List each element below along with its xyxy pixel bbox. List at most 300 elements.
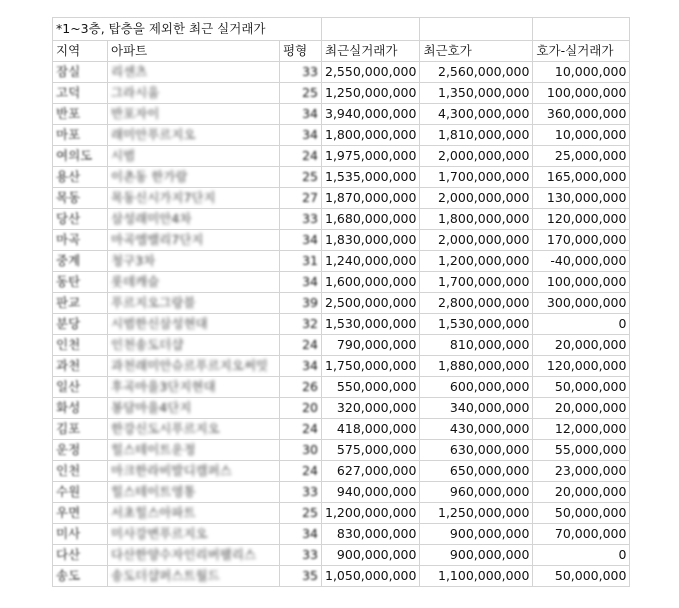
region-cell[interactable] (53, 230, 108, 251)
apartment-cell-text: 송도더샵퍼스트월드 (111, 568, 220, 583)
diff-cell-text: 55,000,000 (554, 442, 627, 457)
diff-cell[interactable] (533, 83, 630, 104)
recent-price-cell-text: 1,535,000,000 (325, 169, 417, 184)
pyeong-cell[interactable] (280, 314, 322, 335)
pyeong-cell[interactable] (280, 440, 322, 461)
pyeong-cell[interactable] (280, 566, 322, 587)
region-cell[interactable] (53, 503, 108, 524)
recent-price-cell[interactable] (322, 335, 420, 356)
recent-ask-cell-text: 1,100,000,000 (438, 568, 530, 583)
pyeong-cell[interactable] (280, 461, 322, 482)
region-cell-text: 화성 (56, 400, 81, 415)
recent-price-cell[interactable] (322, 146, 420, 167)
pyeong-cell-text: 35 (302, 568, 318, 583)
region-cell-text: 미사 (56, 526, 81, 541)
region-cell[interactable] (53, 83, 108, 104)
apartment-cell-text: 한강신도시푸르지오 (111, 421, 220, 436)
apartment-cell-text: 다산한양수자인리버팰리스 (111, 547, 256, 562)
recent-price-cell-text: 940,000,000 (336, 484, 417, 499)
apartment-cell-text: 리센츠 (111, 64, 148, 79)
recent-price-cell-text: 2,500,000,000 (325, 295, 417, 310)
region-cell[interactable] (53, 482, 108, 503)
apartment-cell[interactable] (108, 125, 280, 146)
recent-price-cell[interactable] (322, 167, 420, 188)
table-row (53, 230, 630, 251)
recent-ask-cell[interactable] (420, 440, 533, 461)
pyeong-cell[interactable] (280, 335, 322, 356)
recent-price-cell-text: 1,750,000,000 (325, 358, 417, 373)
apartment-cell-text: 마크한라비발디캠퍼스 (111, 463, 232, 478)
header-diff[interactable]: 호가-실거래가 (533, 41, 630, 62)
pyeong-cell[interactable] (280, 272, 322, 293)
diff-cell-text: 20,000,000 (554, 400, 627, 415)
diff-cell-text: 360,000,000 (546, 106, 627, 121)
recent-ask-cell-text: 900,000,000 (449, 547, 530, 562)
recent-ask-cell[interactable] (420, 188, 533, 209)
diff-cell[interactable] (533, 545, 630, 566)
recent-price-cell-text: 790,000,000 (336, 337, 417, 352)
region-cell-text: 인천 (56, 337, 81, 352)
empty-cell[interactable] (420, 18, 533, 41)
apartment-cell[interactable] (108, 209, 280, 230)
recent-ask-cell[interactable] (420, 293, 533, 314)
pyeong-cell[interactable] (280, 83, 322, 104)
diff-cell-text: 12,000,000 (554, 421, 627, 436)
diff-cell-text: 170,000,000 (546, 232, 627, 247)
diff-cell-text: -40,000,000 (550, 253, 627, 268)
diff-cell-text: 70,000,000 (554, 526, 627, 541)
diff-cell-text: 300,000,000 (546, 295, 627, 310)
diff-cell-text: 120,000,000 (546, 358, 627, 373)
diff-cell[interactable] (533, 104, 630, 125)
pyeong-cell[interactable] (280, 524, 322, 545)
apartment-cell-text: 이촌동 한가람 (111, 169, 188, 184)
region-cell-text: 다산 (56, 547, 81, 562)
recent-price-cell-text: 1,975,000,000 (325, 148, 417, 163)
region-cell-text: 운정 (56, 442, 81, 457)
apartment-cell-text: 마곡엠밸리7단지 (111, 232, 204, 247)
pyeong-cell[interactable] (280, 545, 322, 566)
recent-ask-cell[interactable] (420, 62, 533, 83)
pyeong-cell-text: 24 (302, 421, 318, 436)
pyeong-cell[interactable] (280, 167, 322, 188)
apartment-cell[interactable] (108, 524, 280, 545)
table-body (53, 18, 630, 587)
apartment-cell[interactable] (108, 398, 280, 419)
apartment-cell[interactable] (108, 566, 280, 587)
recent-price-cell[interactable] (322, 482, 420, 503)
region-cell-text: 동탄 (56, 274, 81, 289)
empty-cell[interactable] (322, 18, 420, 41)
region-cell[interactable] (53, 125, 108, 146)
diff-cell-text: 50,000,000 (554, 568, 627, 583)
recent-price-cell[interactable] (322, 314, 420, 335)
region-cell[interactable] (53, 440, 108, 461)
recent-price-cell-text: 627,000,000 (336, 463, 417, 478)
recent-ask-cell-text: 1,880,000,000 (438, 358, 530, 373)
recent-ask-cell[interactable] (420, 398, 533, 419)
pyeong-cell-text: 39 (302, 295, 318, 310)
pyeong-cell-text: 25 (302, 505, 318, 520)
pyeong-cell-text: 34 (302, 358, 318, 373)
recent-price-cell-text: 575,000,000 (336, 442, 417, 457)
apartment-cell[interactable] (108, 314, 280, 335)
region-cell[interactable] (53, 62, 108, 83)
pyeong-cell-text: 34 (302, 106, 318, 121)
region-cell-text: 분당 (56, 316, 81, 331)
spreadsheet (52, 17, 630, 587)
recent-price-cell-text: 320,000,000 (336, 400, 417, 415)
recent-price-cell-text: 418,000,000 (336, 421, 417, 436)
region-cell[interactable] (53, 524, 108, 545)
apartment-cell-text: 서초힐스아파트 (111, 505, 196, 520)
recent-price-cell-text: 1,050,000,000 (325, 568, 417, 583)
region-cell-text: 수원 (56, 484, 81, 499)
region-cell[interactable] (53, 251, 108, 272)
recent-ask-cell[interactable] (420, 104, 533, 125)
region-cell[interactable] (53, 188, 108, 209)
region-cell[interactable] (53, 377, 108, 398)
diff-cell-text: 10,000,000 (554, 64, 627, 79)
region-cell[interactable] (53, 167, 108, 188)
diff-cell[interactable] (533, 566, 630, 587)
header-region[interactable]: 지역 (53, 41, 108, 62)
region-cell-text: 잠실 (56, 64, 81, 79)
title-row (53, 18, 630, 41)
recent-ask-cell[interactable] (420, 272, 533, 293)
diff-cell[interactable] (533, 167, 630, 188)
recent-ask-cell[interactable] (420, 125, 533, 146)
table-row (53, 524, 630, 545)
diff-cell[interactable] (533, 398, 630, 419)
region-cell[interactable] (53, 419, 108, 440)
recent-price-cell[interactable] (322, 251, 420, 272)
pyeong-cell[interactable] (280, 482, 322, 503)
diff-cell-text: 10,000,000 (554, 127, 627, 142)
pyeong-cell-text: 33 (302, 211, 318, 226)
recent-ask-cell[interactable] (420, 545, 533, 566)
pyeong-cell[interactable] (280, 209, 322, 230)
recent-ask-cell[interactable] (420, 83, 533, 104)
diff-cell-text: 0 (618, 547, 627, 562)
recent-ask-cell-text: 2,800,000,000 (438, 295, 530, 310)
region-cell-text: 용산 (56, 169, 81, 184)
pyeong-cell[interactable] (280, 293, 322, 314)
pyeong-cell[interactable] (280, 104, 322, 125)
region-cell-text: 중계 (56, 253, 81, 268)
table-row (53, 293, 630, 314)
diff-cell[interactable] (533, 314, 630, 335)
pyeong-cell[interactable] (280, 503, 322, 524)
pyeong-cell-text: 33 (302, 64, 318, 79)
pyeong-cell-text: 25 (302, 169, 318, 184)
apartment-cell[interactable] (108, 293, 280, 314)
recent-price-cell-text: 1,530,000,000 (325, 316, 417, 331)
apartment-cell[interactable] (108, 188, 280, 209)
diff-cell-text: 50,000,000 (554, 379, 627, 394)
apartment-cell-text: 인천송도더샵 (111, 337, 184, 352)
recent-price-cell[interactable] (322, 62, 420, 83)
apartment-cell-text: 후곡마을3단지현대 (111, 379, 216, 394)
table-row (53, 566, 630, 587)
recent-ask-cell-text: 1,810,000,000 (438, 127, 530, 142)
recent-ask-cell-text: 4,300,000,000 (438, 106, 530, 121)
diff-cell-text: 20,000,000 (554, 484, 627, 499)
diff-cell[interactable] (533, 188, 630, 209)
recent-price-cell[interactable] (322, 230, 420, 251)
recent-ask-cell[interactable] (420, 167, 533, 188)
apartment-cell[interactable] (108, 503, 280, 524)
table-row (53, 503, 630, 524)
header-recent-price[interactable]: 최근실거래가 (322, 41, 420, 62)
pyeong-cell[interactable] (280, 125, 322, 146)
recent-ask-cell-text: 2,560,000,000 (438, 64, 530, 79)
pyeong-cell-text: 30 (302, 442, 318, 457)
recent-ask-cell[interactable] (420, 146, 533, 167)
recent-price-cell-text: 2,550,000,000 (325, 64, 417, 79)
pyeong-cell[interactable] (280, 356, 322, 377)
diff-cell[interactable] (533, 209, 630, 230)
pyeong-cell-text: 26 (302, 379, 318, 394)
apartment-cell-text: 미사강변푸르지오 (111, 526, 208, 541)
diff-cell[interactable] (533, 419, 630, 440)
pyeong-cell-text: 34 (302, 526, 318, 541)
recent-price-cell[interactable] (322, 440, 420, 461)
apartment-cell[interactable] (108, 335, 280, 356)
recent-ask-cell[interactable] (420, 251, 533, 272)
region-cell-text: 당산 (56, 211, 81, 226)
apartment-cell[interactable] (108, 440, 280, 461)
diff-cell[interactable] (533, 461, 630, 482)
apartment-cell[interactable] (108, 230, 280, 251)
region-cell[interactable] (53, 104, 108, 125)
pyeong-cell-text: 33 (302, 547, 318, 562)
region-cell[interactable] (53, 293, 108, 314)
recent-ask-cell[interactable] (420, 314, 533, 335)
region-cell[interactable] (53, 209, 108, 230)
recent-ask-cell-text: 630,000,000 (449, 442, 530, 457)
pyeong-cell-text: 34 (302, 274, 318, 289)
region-cell-text: 여의도 (56, 148, 93, 163)
apartment-cell-text: 그라시움 (111, 85, 160, 100)
recent-price-cell[interactable] (322, 356, 420, 377)
diff-cell[interactable] (533, 335, 630, 356)
diff-cell[interactable] (533, 62, 630, 83)
table-row (53, 545, 630, 566)
pyeong-cell-text: 24 (302, 337, 318, 352)
recent-ask-cell[interactable] (420, 566, 533, 587)
recent-price-cell[interactable] (322, 398, 420, 419)
table-row (53, 398, 630, 419)
recent-ask-cell[interactable] (420, 503, 533, 524)
apartment-cell[interactable] (108, 83, 280, 104)
apartment-cell[interactable] (108, 461, 280, 482)
table-row (53, 209, 630, 230)
apartment-cell-text: 반포자이 (111, 106, 160, 121)
apartment-cell[interactable] (108, 482, 280, 503)
recent-ask-cell[interactable] (420, 209, 533, 230)
apartment-cell-text: 청구3차 (111, 253, 156, 268)
apartment-cell[interactable] (108, 146, 280, 167)
apartment-cell-text: 시범 (111, 148, 136, 163)
region-cell-text: 마포 (56, 127, 81, 142)
header-pyeong[interactable]: 평형 (280, 41, 322, 62)
diff-cell-text: 100,000,000 (546, 85, 627, 100)
recent-price-cell-text: 900,000,000 (336, 547, 417, 562)
pyeong-cell[interactable] (280, 251, 322, 272)
table-row (53, 461, 630, 482)
apartment-cell-text: 롯데캐슬 (111, 274, 160, 289)
apartment-cell[interactable] (108, 104, 280, 125)
recent-price-cell-text: 1,240,000,000 (325, 253, 417, 268)
recent-price-cell-text: 830,000,000 (336, 526, 417, 541)
pyeong-cell[interactable] (280, 398, 322, 419)
apartment-cell[interactable] (108, 356, 280, 377)
diff-cell[interactable] (533, 503, 630, 524)
diff-cell[interactable] (533, 230, 630, 251)
diff-cell[interactable] (533, 440, 630, 461)
apartment-cell-text: 봉담마을4단지 (111, 400, 192, 415)
apartment-cell[interactable] (108, 377, 280, 398)
apartment-cell[interactable] (108, 251, 280, 272)
diff-cell[interactable] (533, 146, 630, 167)
header-recent-ask[interactable]: 최근호가 (420, 41, 533, 62)
table-row (53, 377, 630, 398)
pyeong-cell[interactable] (280, 188, 322, 209)
diff-cell[interactable] (533, 272, 630, 293)
pyeong-cell-text: 33 (302, 484, 318, 499)
region-cell[interactable] (53, 356, 108, 377)
recent-price-cell[interactable] (322, 104, 420, 125)
pyeong-cell-text: 24 (302, 463, 318, 478)
diff-cell-text: 23,000,000 (554, 463, 627, 478)
recent-price-cell[interactable] (322, 188, 420, 209)
header-apartment[interactable]: 아파트 (108, 41, 280, 62)
recent-ask-cell-text: 810,000,000 (449, 337, 530, 352)
recent-price-cell[interactable] (322, 293, 420, 314)
table-row (53, 167, 630, 188)
apartment-cell[interactable] (108, 167, 280, 188)
recent-price-cell[interactable] (322, 377, 420, 398)
apartment-cell[interactable] (108, 272, 280, 293)
pyeong-cell[interactable] (280, 62, 322, 83)
recent-price-cell[interactable] (322, 503, 420, 524)
recent-price-cell-text: 1,800,000,000 (325, 127, 417, 142)
diff-cell-text: 50,000,000 (554, 505, 627, 520)
recent-ask-cell-text: 1,250,000,000 (438, 505, 530, 520)
recent-ask-cell-text: 600,000,000 (449, 379, 530, 394)
pyeong-cell[interactable] (280, 377, 322, 398)
region-cell[interactable] (53, 146, 108, 167)
apartment-cell[interactable] (108, 62, 280, 83)
region-cell[interactable] (53, 272, 108, 293)
region-cell[interactable] (53, 335, 108, 356)
recent-price-cell-text: 1,600,000,000 (325, 274, 417, 289)
recent-ask-cell-text: 2,000,000,000 (438, 148, 530, 163)
recent-price-cell[interactable] (322, 125, 420, 146)
table-row (53, 335, 630, 356)
apartment-cell[interactable] (108, 419, 280, 440)
diff-cell[interactable] (533, 125, 630, 146)
table-row (53, 314, 630, 335)
diff-cell[interactable] (533, 524, 630, 545)
recent-ask-cell[interactable] (420, 524, 533, 545)
region-cell[interactable] (53, 545, 108, 566)
recent-price-cell[interactable] (322, 419, 420, 440)
diff-cell-text: 165,000,000 (546, 169, 627, 184)
recent-price-cell[interactable] (322, 524, 420, 545)
recent-ask-cell[interactable] (420, 482, 533, 503)
diff-cell[interactable] (533, 251, 630, 272)
region-cell[interactable] (53, 398, 108, 419)
pyeong-cell[interactable] (280, 230, 322, 251)
apartment-cell-text: 힐스테이트영통 (111, 484, 196, 499)
pyeong-cell-text: 32 (302, 316, 318, 331)
recent-ask-cell-text: 2,000,000,000 (438, 232, 530, 247)
table-row (53, 83, 630, 104)
recent-price-cell[interactable] (322, 272, 420, 293)
apartment-cell-text: 푸르지오그랑블 (111, 295, 196, 310)
region-cell[interactable] (53, 314, 108, 335)
recent-ask-cell-text: 2,000,000,000 (438, 190, 530, 205)
table-row (53, 419, 630, 440)
recent-ask-cell[interactable] (420, 419, 533, 440)
recent-ask-cell[interactable] (420, 335, 533, 356)
diff-cell-text: 120,000,000 (546, 211, 627, 226)
diff-cell[interactable] (533, 356, 630, 377)
recent-price-cell[interactable] (322, 209, 420, 230)
recent-ask-cell-text: 1,700,000,000 (438, 169, 530, 184)
pyeong-cell[interactable] (280, 419, 322, 440)
pyeong-cell-text: 27 (302, 190, 318, 205)
region-cell-text: 송도 (56, 568, 81, 583)
recent-ask-cell-text: 340,000,000 (449, 400, 530, 415)
region-cell-text: 우면 (56, 505, 81, 520)
diff-cell[interactable] (533, 482, 630, 503)
recent-price-cell[interactable] (322, 545, 420, 566)
recent-ask-cell-text: 650,000,000 (449, 463, 530, 478)
pyeong-cell-text: 24 (302, 148, 318, 163)
region-cell[interactable] (53, 461, 108, 482)
recent-ask-cell[interactable] (420, 230, 533, 251)
table-row (53, 356, 630, 377)
region-cell-text: 일산 (56, 379, 81, 394)
region-cell-text: 목동 (56, 190, 81, 205)
recent-ask-cell-text: 960,000,000 (449, 484, 530, 499)
region-cell[interactable] (53, 566, 108, 587)
diff-cell-text: 25,000,000 (554, 148, 627, 163)
sheet-title[interactable]: *1~3층, 탑층을 제외한 최근 실거래가 (53, 18, 322, 41)
apartment-cell[interactable] (108, 545, 280, 566)
recent-ask-cell[interactable] (420, 356, 533, 377)
pyeong-cell-text: 25 (302, 85, 318, 100)
diff-cell[interactable] (533, 293, 630, 314)
diff-cell[interactable] (533, 377, 630, 398)
diff-cell-text: 130,000,000 (546, 190, 627, 205)
diff-cell-text: 20,000,000 (554, 337, 627, 352)
pyeong-cell[interactable] (280, 146, 322, 167)
table-row (53, 272, 630, 293)
recent-ask-cell[interactable] (420, 377, 533, 398)
recent-price-cell-text: 1,200,000,000 (325, 505, 417, 520)
region-cell-text: 판교 (56, 295, 81, 310)
table-row (53, 62, 630, 83)
recent-price-cell[interactable] (322, 83, 420, 104)
recent-ask-cell[interactable] (420, 461, 533, 482)
recent-price-cell[interactable] (322, 566, 420, 587)
recent-price-cell[interactable] (322, 461, 420, 482)
empty-cell[interactable] (533, 18, 630, 41)
